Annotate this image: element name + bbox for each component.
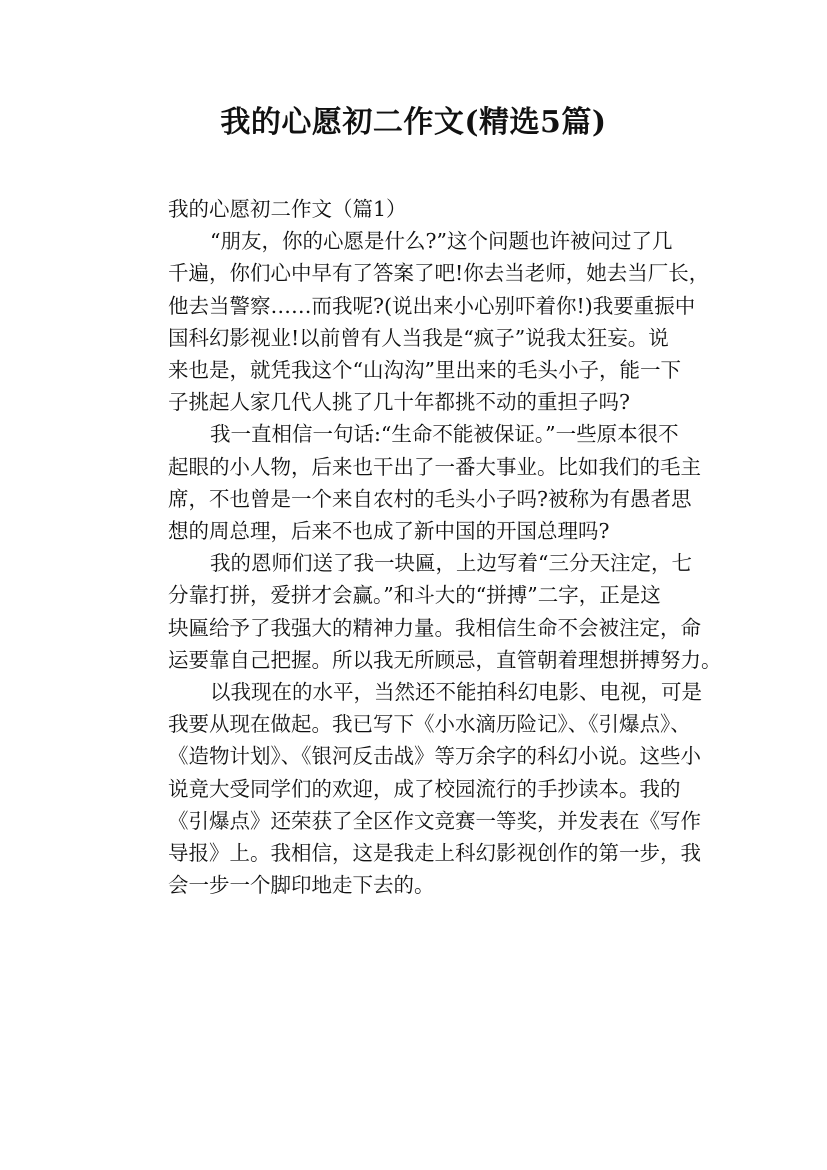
- paragraph-line: 国科幻影视业!以前曾有人当我是“疯子”说我太狂妄。说: [168, 325, 669, 350]
- paragraph-line: 子挑起人家几代人挑了几十年都挑不动的重担子吗?: [168, 390, 630, 415]
- paragraph-line: 导报》上。我相信，这是我走上科幻影视创作的第一步，我: [168, 841, 701, 866]
- document-body: [126, 193, 722, 901]
- paragraph-line: 想的周总理，后来不也成了新中国的开国总理吗?: [168, 519, 610, 544]
- paragraph-line: 起眼的小人物，后来也干出了一番大事业。比如我们的毛主: [168, 454, 701, 479]
- paragraph-line: 运要靠自己把握。所以我无所顾忌，直管朝着理想拼搏努力。: [168, 647, 722, 672]
- paragraph-line: 以我现在的水平，当然还不能拍科幻电影、电视，可是: [210, 680, 702, 705]
- section-heading: 我的心愿初二作文（篇1）: [168, 197, 407, 221]
- paragraph-line: 席，不也曾是一个来自农村的毛头小子吗?被称为有愚者思: [168, 486, 692, 511]
- paragraph-line: 他去当警察……而我呢?(说出来小心别吓着你!)我要重振中: [168, 293, 696, 318]
- paragraph-4: [126, 676, 711, 901]
- paragraph-line: 《造物计划》、《银河反击战》等万余字的科幻小说。这些小: [168, 744, 701, 769]
- paragraph-line: “朋友，你的心愿是什么?”这个问题也许被问过了几: [210, 229, 673, 254]
- paragraph-line: 来也是，就凭我这个“山沟沟”里出来的毛头小子，能一下: [168, 358, 681, 383]
- paragraph-line: 我的恩师们送了我一块匾，上边写着“三分天注定，七: [210, 551, 692, 576]
- paragraph-line: 块匾给予了我强大的精神力量。我相信生命不会被注定，命: [168, 615, 701, 640]
- paragraph-line: 我一直相信一句话:“生命不能被保证。”一些原本很不: [210, 422, 679, 447]
- paragraph-line: 会一步一个脚印地走下去的。: [168, 873, 435, 898]
- document-title: 我的心愿初二作文(精选5篇): [220, 105, 607, 140]
- paragraph-line: 我要从现在做起。我已写下《小水滴历险记》、《引爆点》、: [168, 712, 691, 737]
- paragraph-1: [126, 225, 711, 418]
- paragraph-3: [126, 547, 722, 676]
- paragraph-line: 千遍，你们心中早有了答案了吧!你去当老师，她去当厂长，: [168, 261, 710, 286]
- paragraph-line: 《引爆点》还荣获了全区作文竞赛一等奖，并发表在《写作: [168, 808, 701, 833]
- paragraph-line: 分靠打拼，爱拼才会赢。”和斗大的“拼搏”二字，正是这: [168, 583, 661, 608]
- paragraph-2: [126, 418, 711, 547]
- paragraph-line: 说竟大受同学们的欢迎，成了校园流行的手抄读本。我的: [168, 776, 681, 801]
